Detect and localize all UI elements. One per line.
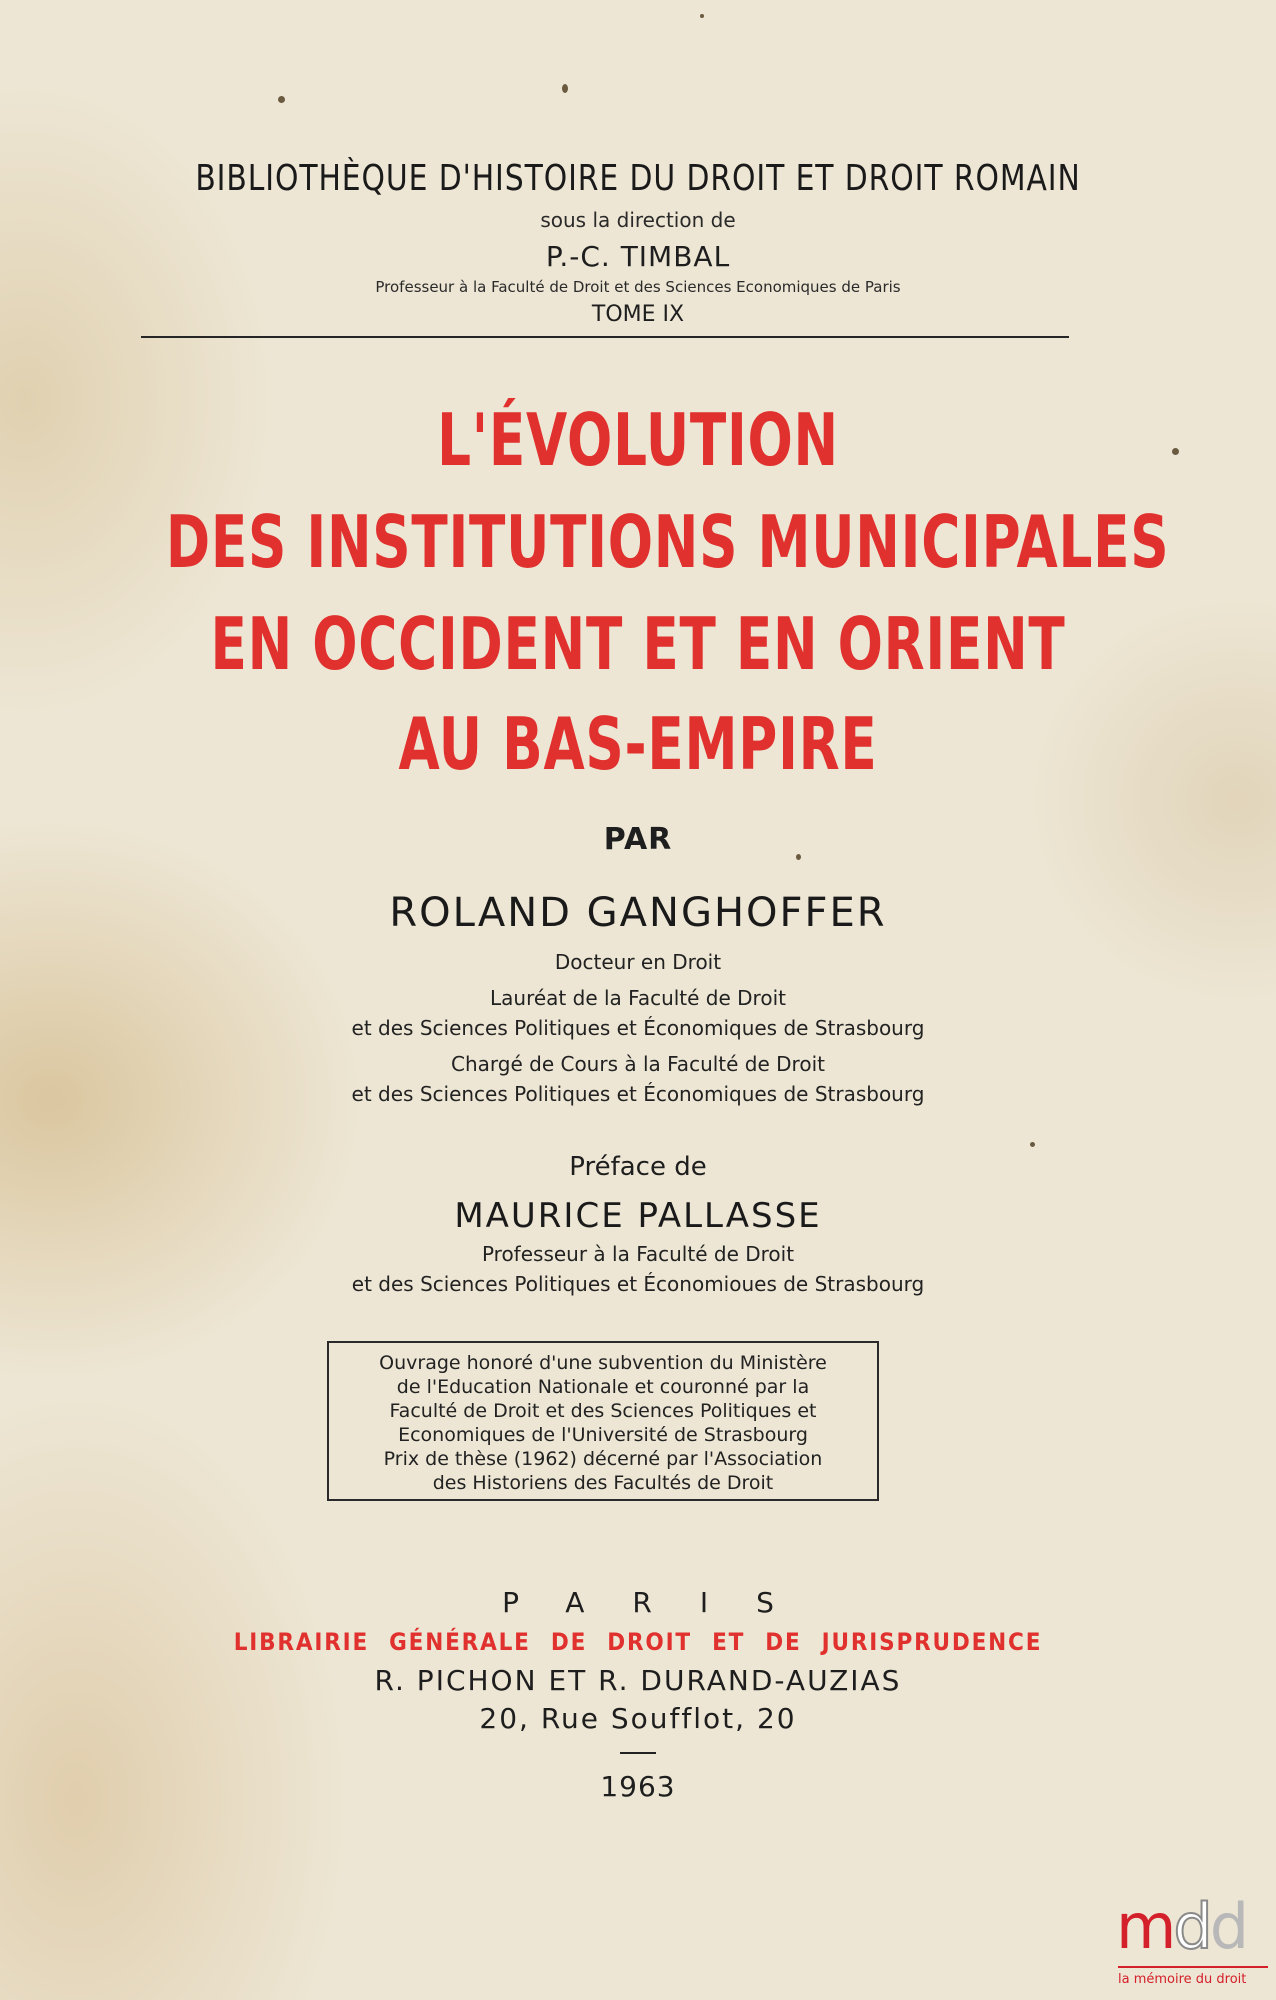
preface-author-name: MAURICE PALLASSE [454, 1196, 822, 1236]
paper-speck [700, 14, 704, 18]
paper-speck [796, 854, 801, 860]
notice-line: de l'Education Nationale et couronné par la [396, 1376, 810, 1398]
mdd-logo-caption: la mémoire du droit [1118, 1972, 1247, 1987]
series-director-title: Professeur à la Faculté de Droit et des Sciences Economiques de Paris [375, 278, 901, 296]
header-divider [141, 336, 1069, 338]
year-divider [620, 1752, 656, 1754]
author-credential: et des Sciences Politiques et Économiques de Strasbourg [351, 1082, 925, 1106]
book-title-line-1: L'ÉVOLUTION [437, 398, 839, 482]
publication-city: PARIS [502, 1586, 822, 1619]
mdd-logo [1116, 1890, 1276, 2000]
series-direction-label: sous la direction de [540, 208, 736, 232]
publication-year: 1963 [600, 1770, 676, 1803]
paper-speck [562, 84, 568, 93]
tome-number: TOME IX [591, 302, 685, 327]
preface-label: Préface de [569, 1152, 707, 1182]
series-title: BIBLIOTHÈQUE D'HISTOIRE DU DROIT ET DROIT ROMAIN [195, 158, 1081, 199]
author-credential: Lauréat de la Faculté de Droit [490, 986, 786, 1010]
book-title-line-2: DES INSTITUTIONS MUNICIPALES [165, 500, 1170, 584]
notice-line: Faculté de Droit et des Sciences Politiques et [389, 1400, 817, 1422]
paper-speck [1030, 1142, 1035, 1147]
by-label: PAR [603, 822, 673, 857]
preface-author-credential: Professeur à la Faculté de Droit [481, 1242, 795, 1266]
publisher-name: LIBRAIRIE GÉNÉRALE DE DROIT ET DE JURISPRUDENCE [233, 1628, 1043, 1656]
notice-line: Ouvrage honoré d'une subvention du Ministère [379, 1352, 827, 1374]
notice-line: Prix de thèse (1962) décerné par l'Association [383, 1448, 823, 1470]
paper-speck [1172, 448, 1179, 455]
book-title-line-4: AU BAS-EMPIRE [398, 702, 878, 786]
paper-speck [278, 96, 285, 103]
award-notice-box [327, 1341, 879, 1501]
notice-line: Economiques de l'Université de Strasbourg [398, 1424, 808, 1446]
publisher-address: 20, Rue Soufflot, 20 [479, 1702, 797, 1735]
series-director: P.-C. TIMBAL [545, 240, 731, 273]
author-name: ROLAND GANGHOFFER [389, 890, 887, 936]
notice-line: des Historiens des Facultés de Droit [432, 1472, 774, 1494]
printer-name: R. PICHON ET R. DURAND-AUZIAS [374, 1664, 902, 1697]
mdd-logo-underline [1118, 1966, 1268, 1968]
author-credential: et des Sciences Politiques et Économiques de Strasbourg [351, 1016, 925, 1040]
preface-author-credential: et des Sciences Politiques et Économioues de Strasbourg [351, 1272, 925, 1296]
author-credential: Chargé de Cours à la Faculté de Droit [451, 1052, 825, 1076]
mdd-logo-letters: mdd [1116, 1890, 1247, 1963]
author-credential: Docteur en Droit [554, 950, 722, 974]
book-title-line-3: EN OCCIDENT ET EN ORIENT [210, 602, 1066, 686]
